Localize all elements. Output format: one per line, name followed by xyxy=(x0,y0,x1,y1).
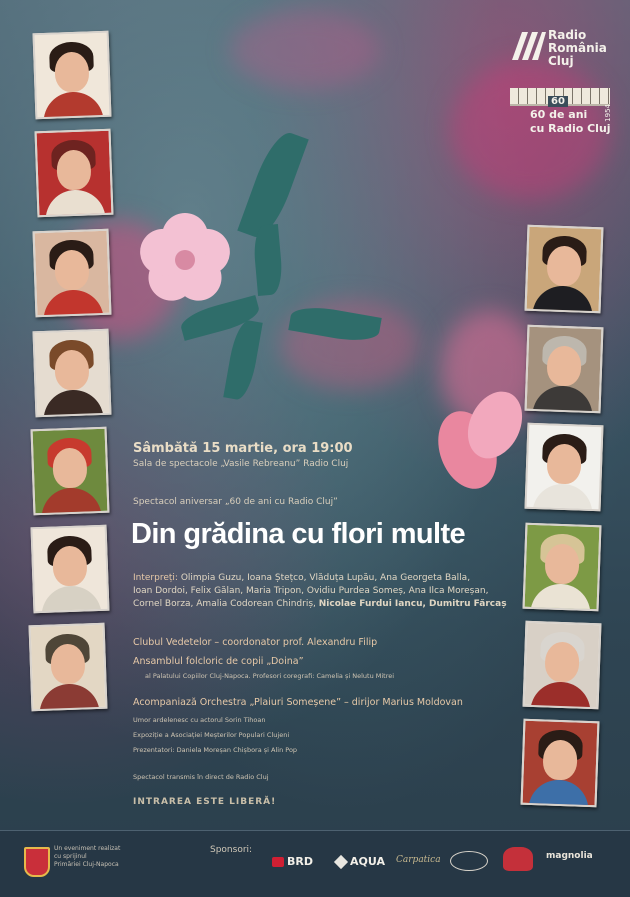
anniversary-graphic xyxy=(510,88,614,148)
event-date-time: Sâmbătă 15 martie, ora 19:00 xyxy=(133,441,353,456)
free-entry: INTRAREA ESTE LIBERĂ! xyxy=(133,797,277,807)
org-line1: Un eveniment realizat xyxy=(54,845,121,852)
performer-photo xyxy=(31,525,110,614)
brd-mark-icon xyxy=(272,857,284,867)
performer-photo xyxy=(521,719,600,808)
org-line2: cu sprijinul xyxy=(54,853,87,860)
performer-photo xyxy=(523,621,602,710)
bg-blossom-top xyxy=(230,10,380,90)
org-line3: Primăriei Cluj-Napoca xyxy=(54,861,119,868)
performer-photo xyxy=(525,225,604,314)
ensemble-detail: al Palatului Copiilor Cluj-Napoca. Profesori coregrafi: Camelia și Nelutu Mitrei xyxy=(145,672,395,680)
sponsor-aqua-logo xyxy=(336,853,392,871)
brand-line1: Radio xyxy=(548,28,587,42)
coat-of-arms-icon xyxy=(24,847,50,877)
extra-line-2: Expoziție a Asociației Meșterilor Populari Clujeni xyxy=(133,731,290,739)
sponsor-brd-logo xyxy=(272,853,324,871)
sponsor-6: magnolia xyxy=(546,851,593,861)
ensemble-line: Ansamblul folcloric de copii „Doina” xyxy=(133,656,304,667)
leaf-shape xyxy=(223,318,262,401)
sponsor-red-logo xyxy=(503,847,533,871)
brand-line2: România xyxy=(548,41,607,55)
broadcast-line: Spectacol transmis în direct de Radio Cluj xyxy=(133,773,269,781)
performer-photo xyxy=(31,427,110,516)
extra-line-3: Prezentatori: Daniela Moreșan Chișbora și Alin Pop xyxy=(133,746,298,754)
performers-line-3: Cornel Borza, Amalia Codorean Chindriș, xyxy=(133,599,316,609)
anniv-line1: 60 de ani xyxy=(530,108,588,121)
performers-line-1: Olimpia Guzu, Ioana Ștețco, Vlăduța Lupău, Ana Georgeta Balla, xyxy=(180,573,471,583)
sponsor-3: Carpatica xyxy=(396,855,441,865)
performer-photo xyxy=(33,329,112,418)
extra-line-1: Umor ardelenesc cu actorul Sorin Tihoan xyxy=(133,716,266,724)
aqua-mark-icon xyxy=(334,855,348,869)
anniv-badge: 60 xyxy=(548,96,568,107)
leaf-shape xyxy=(252,224,284,296)
club-line: Clubul Vedetelor – coordonator prof. Alexandru Filip xyxy=(133,637,378,648)
brand-line3: Cluj xyxy=(548,54,574,68)
performer-photo xyxy=(33,31,112,120)
performer-photo xyxy=(525,423,604,512)
flower-icon xyxy=(440,390,530,490)
sponsor-oval-logo xyxy=(450,851,488,871)
performer-photo xyxy=(35,129,114,218)
performer-photo xyxy=(525,325,604,414)
performers-line-3-bold: Nicolae Furdui Iancu, Dumitru Fărcaș xyxy=(318,599,507,609)
performers-line-2: Ioan Dordoi, Felix Gălan, Maria Tripon, Ovidiu Purdea Someș, Ana Ilca Moreșan, xyxy=(133,586,489,596)
flower-icon xyxy=(130,205,240,315)
event-title: Din grădina cu flori multe xyxy=(131,518,466,550)
performers-block xyxy=(133,572,513,611)
event-venue: Sala de spectacole „Vasile Rebreanu” Radio Cluj xyxy=(133,459,349,469)
radio-wave-icon xyxy=(510,30,546,62)
sponsor-2: AQUA xyxy=(350,855,385,868)
performer-photo xyxy=(29,623,108,712)
performer-photo xyxy=(523,523,602,612)
anniv-line2: cu Radio Cluj xyxy=(530,122,611,135)
performers-label: Interpreți: xyxy=(133,573,178,583)
sponsor-1: BRD xyxy=(287,855,313,868)
footer-bar xyxy=(0,830,630,897)
orchestra-line: Acompaniază Orchestra „Plaiuri Someșene” – dirijor Marius Moldovan xyxy=(133,697,463,708)
performer-photo xyxy=(33,229,112,318)
sponsors-label: Sponsori: xyxy=(210,845,253,855)
event-subtitle: Spectacol aniversar „60 de ani cu Radio Cluj” xyxy=(133,497,338,507)
anniv-year: 1954 xyxy=(604,104,612,122)
